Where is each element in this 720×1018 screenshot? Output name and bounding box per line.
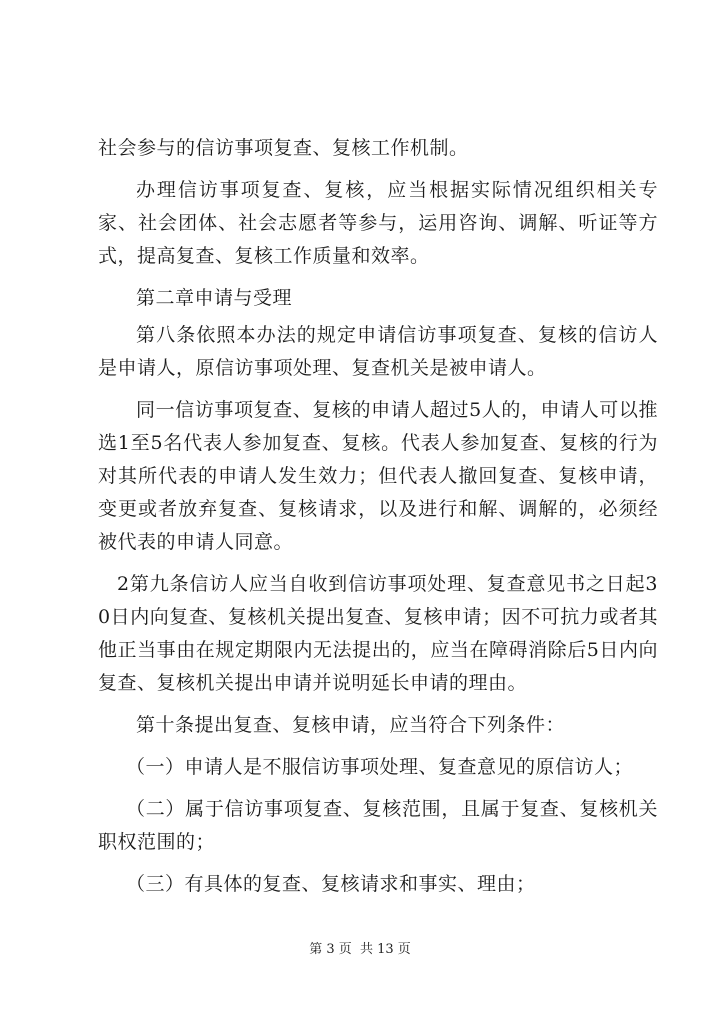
paragraph-article-10: 第十条提出复查、复核申请，应当符合下列条件：: [136, 714, 566, 736]
paragraph-continuation: 社会参与的信访事项复查、复核工作机制。: [98, 137, 469, 159]
list-item: （一）申请人是不服信访事项处理、复查意见的原信访人；: [126, 756, 634, 778]
list-item: （三）有具体的复查、复核请求和事实、理由；: [126, 873, 536, 895]
paragraph: 办理信访事项复查、复核，应当根据实际情况组织相关专家、社会团体、社会志愿者等参与，运用咨询、调解、听证等方式，提高复查、复核工作质量和效率。: [98, 179, 658, 267]
body-text: [98, 132, 658, 910]
paragraph: 同一信访事项复查、复核的申请人超过5人的，申请人可以推选1至5名代表人参加复查、复核。代表人参加复查、复核的行为对其所代表的申请人发生效力；但代表人撤回复查、复核申请，变更或者放弃复查、复核请求，以及进行和解、调解的，必须经被代表的申请人同意。: [98, 399, 658, 553]
chapter-heading: 第二章申请与受理: [136, 287, 293, 309]
page-number: 第 3 页 共 13 页: [309, 942, 411, 957]
paragraph-article-9: 2第九条信访人应当自收到信访事项处理、复查意见书之日起30日内向复查、复核机关提出复查、复核申请；因不可抗力或者其他正当事由在规定期限内无法提出的，应当在障碍消除后5日内向复查、复核机关提出申请并说明延长申请的理由。: [98, 573, 658, 694]
paragraph-article-8: 第八条依照本办法的规定申请信访事项复查、复核的信访人是申请人，原信访事项处理、复查机关是被申请人。: [98, 324, 658, 379]
list-item: （二）属于信访事项复查、复核范围，且属于复查、复核机关职权范围的；: [98, 798, 658, 853]
page-footer: [0, 941, 720, 959]
